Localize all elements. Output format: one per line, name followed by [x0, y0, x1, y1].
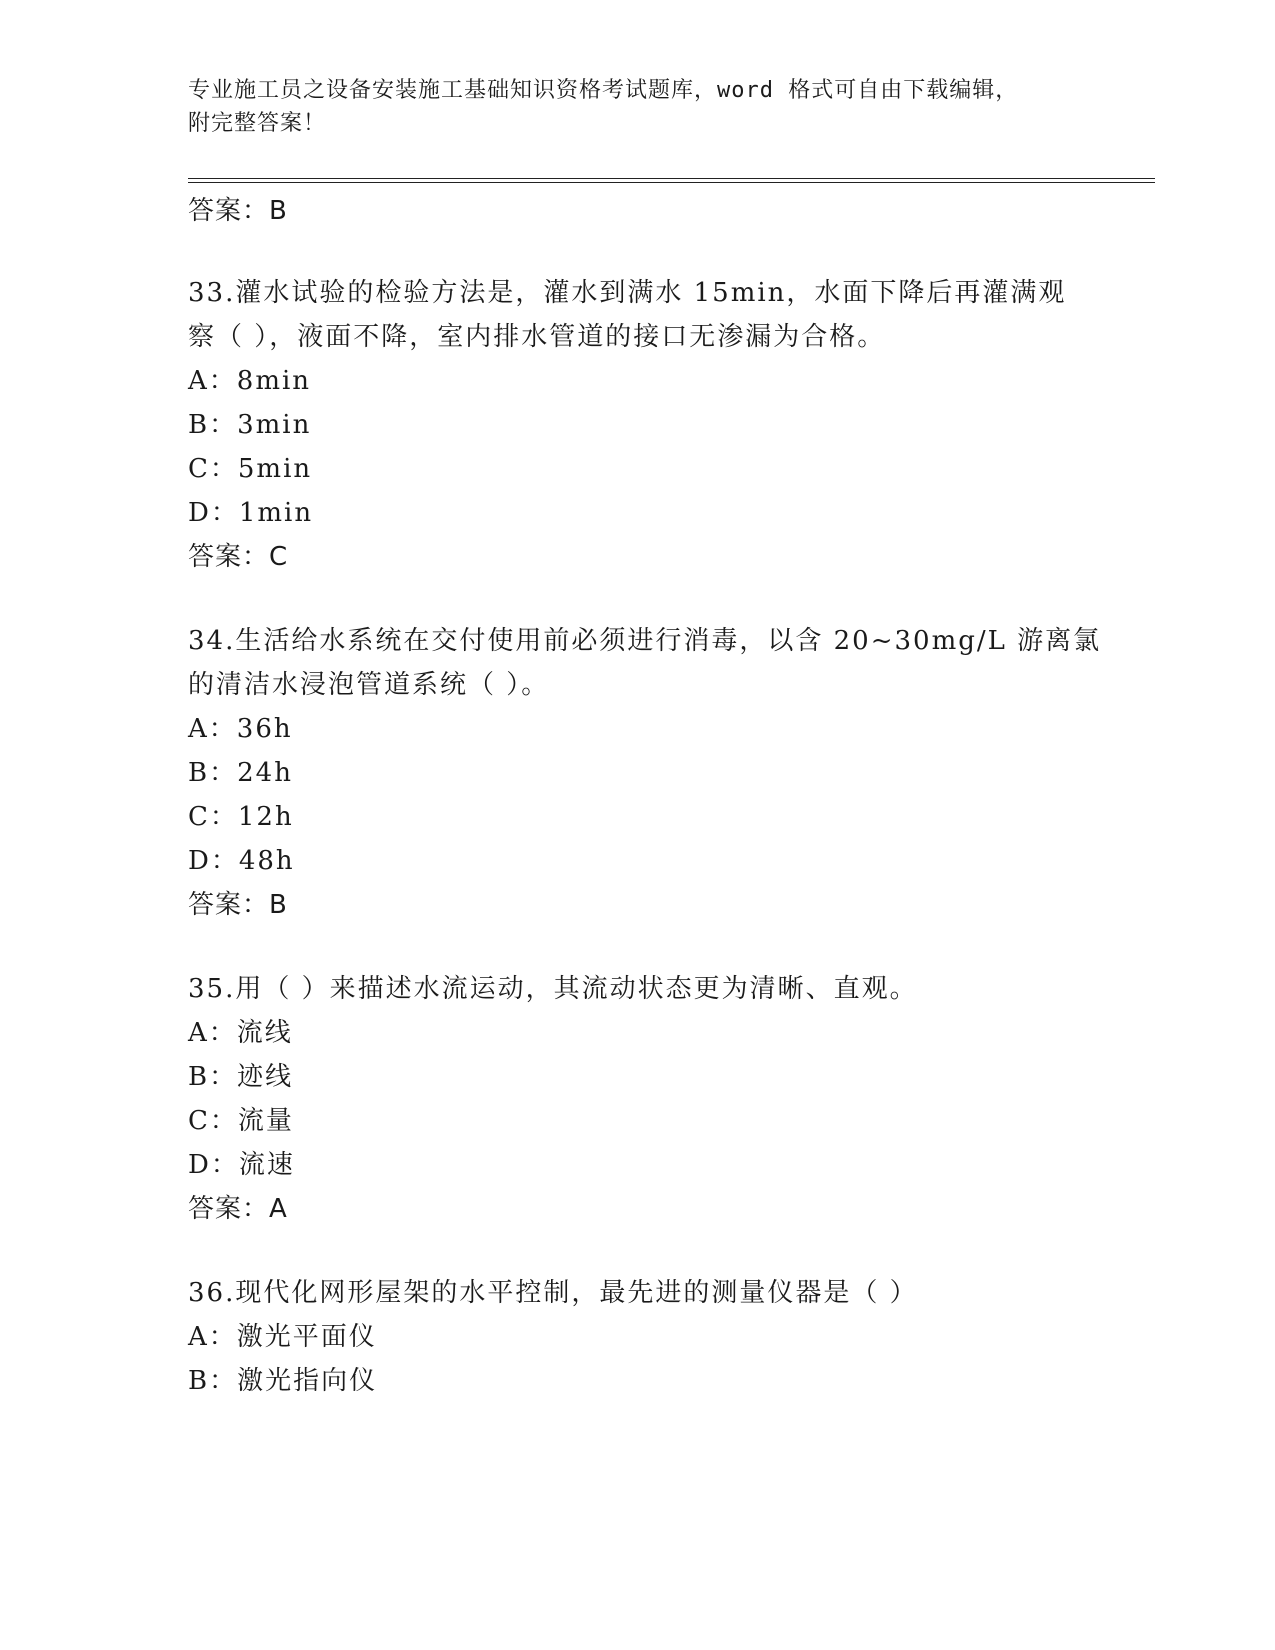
question-33-option-a: A：8min: [188, 366, 312, 396]
header-divider-bottom: [188, 182, 1155, 183]
header-line-2: 附完整答案！: [188, 111, 327, 136]
question-34-option-c: C：12h: [188, 802, 294, 832]
header-line-1: 专业施工员之设备安装施工基础知识资格考试题库，word 格式可自由下载编辑，: [188, 78, 1019, 103]
question-35-line-1: 35.用（ ）来描述水流运动，其流动状态更为清晰、直观。: [188, 974, 918, 1004]
question-34-line-2: 的清洁水浸泡管道系统（ ）。: [188, 670, 550, 700]
question-33-line-1: 33.灌水试验的检验方法是，灌水到满水 15min，水面下降后再灌满观: [188, 278, 1067, 308]
question-35-option-a: A：流线: [188, 1018, 293, 1048]
answer-34: 答案：B: [188, 890, 288, 920]
answer-35: 答案：A: [188, 1194, 288, 1224]
question-35-option-d: D：流速: [188, 1150, 295, 1180]
answer-33: 答案：C: [188, 542, 289, 572]
question-34-option-b: B：24h: [188, 758, 293, 788]
question-36-line-1: 36.现代化网形屋架的水平控制，最先进的测量仪器是（ ）: [188, 1278, 918, 1308]
question-36-option-a: A：激光平面仪: [188, 1322, 377, 1352]
document-header: [188, 74, 1088, 140]
question-35-option-b: B：迹线: [188, 1062, 294, 1092]
question-34-line-1: 34.生活给水系统在交付使用前必须进行消毒，以含 20~30mg/L 游离氯: [188, 626, 1102, 656]
question-34-option-d: D：48h: [188, 846, 295, 876]
question-33-option-c: C：5min: [188, 454, 313, 484]
answer-32: 答案：B: [188, 196, 288, 226]
question-33-option-d: D：1min: [188, 498, 314, 528]
question-34-option-a: A：36h: [188, 714, 293, 744]
question-36-option-b: B：激光指向仪: [188, 1366, 378, 1396]
question-35-option-c: C：流量: [188, 1106, 294, 1136]
question-33-option-b: B：3min: [188, 410, 312, 440]
question-33-line-2: 察（ ），液面不降，室内排水管道的接口无渗漏为合格。: [188, 322, 886, 352]
header-divider-top: [188, 178, 1155, 179]
